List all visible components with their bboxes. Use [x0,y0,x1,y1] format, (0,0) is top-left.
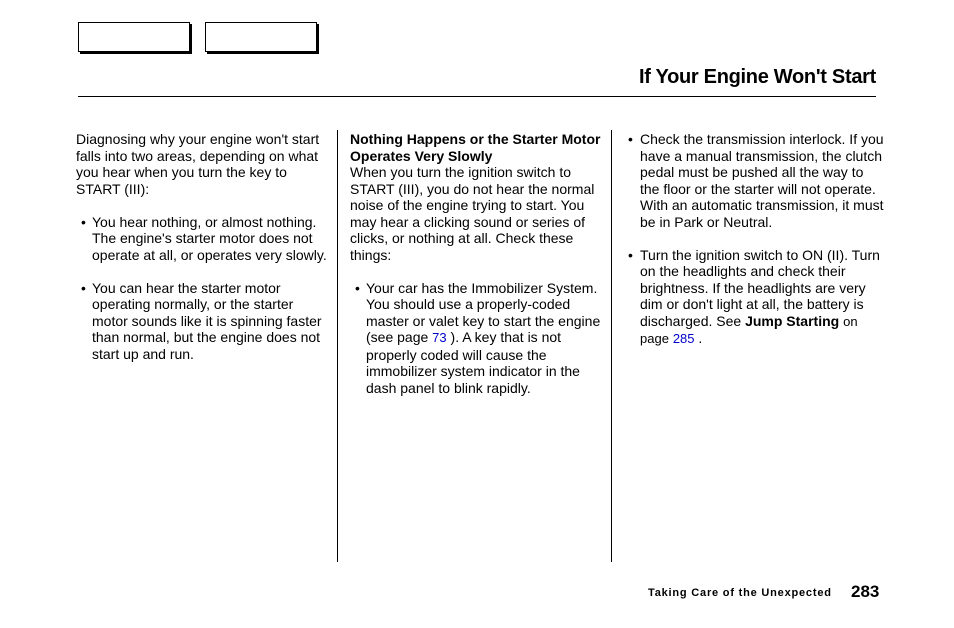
bullet-dot: • [355,279,360,296]
bullet-item [628,131,884,230]
bullet-text: Your car has the Immobilizer System. You should use a properly-coded master or valet key to start the engine (see page [366,279,601,345]
page-link-285[interactable]: 285 [672,331,695,346]
bullet-dot: • [628,246,633,263]
nav-button-previous[interactable] [78,22,190,52]
bullet-text: Turn the ignition switch to ON (II). Turn on the headlights and check their brightness. If the headlights are very dim or don't light at all, the battery is discharged. See [640,246,880,329]
page-title: If Your Engine Won't Start [639,66,876,88]
bullet-dot: • [81,279,86,296]
bullet-text: You can hear the starter motor operating normally, or the starter motor sounds like it is spinning faster than normal, but the engine does not start up and run. [92,279,322,362]
nav-button-next[interactable] [205,22,317,52]
intro-paragraph: Diagnosing why your engine won't start falls into two areas, depending on what you hear when you turn the key to START (III): [76,131,320,197]
footer-section-label: Taking Care of the Unexpected [648,587,832,599]
bullet-dot: • [628,131,633,147]
bullet-dot: • [81,213,86,230]
page-link-73[interactable]: 73 [432,330,447,345]
bullet-text-end: ). A key that is not properly coded will cause the immobilizer system indicator in the dash panel to blink rapidly. [366,329,580,396]
jump-starting-reference: Jump Starting [745,312,840,329]
column-2 [350,131,604,413]
title-divider [78,96,876,97]
on-page-text: on page [640,313,858,346]
bullet-item [76,280,328,363]
bullet-end: . [698,330,703,346]
bullet-item [350,280,604,397]
page-number: 283 [851,582,880,601]
bullet-text: Check the transmission interlock. If you have a manual transmission, the clutch pedal must be pushed all the way to the floor or the starter will not operate. With an automatic transmission, it must be in Park or Neutral. [640,131,884,230]
column-1 [76,131,328,379]
section-heading: Nothing Happens or the Starter Motor Operates Very Slowly [350,131,601,164]
bullet-text: You hear nothing, or almost nothing. The engine's starter motor does not operate at all, or operates very slowly. [92,213,327,263]
column-3 [628,131,884,364]
section-body: When you turn the ignition switch to START (III), you do not hear the normal noise of the engine trying to start. You may hear a clicking sound or series of clicks, or nothing at all. Check these things: [350,164,595,263]
column-divider-1 [337,130,338,562]
bullet-item [628,247,884,348]
bullet-item [76,214,328,264]
column-divider-2 [611,130,612,562]
